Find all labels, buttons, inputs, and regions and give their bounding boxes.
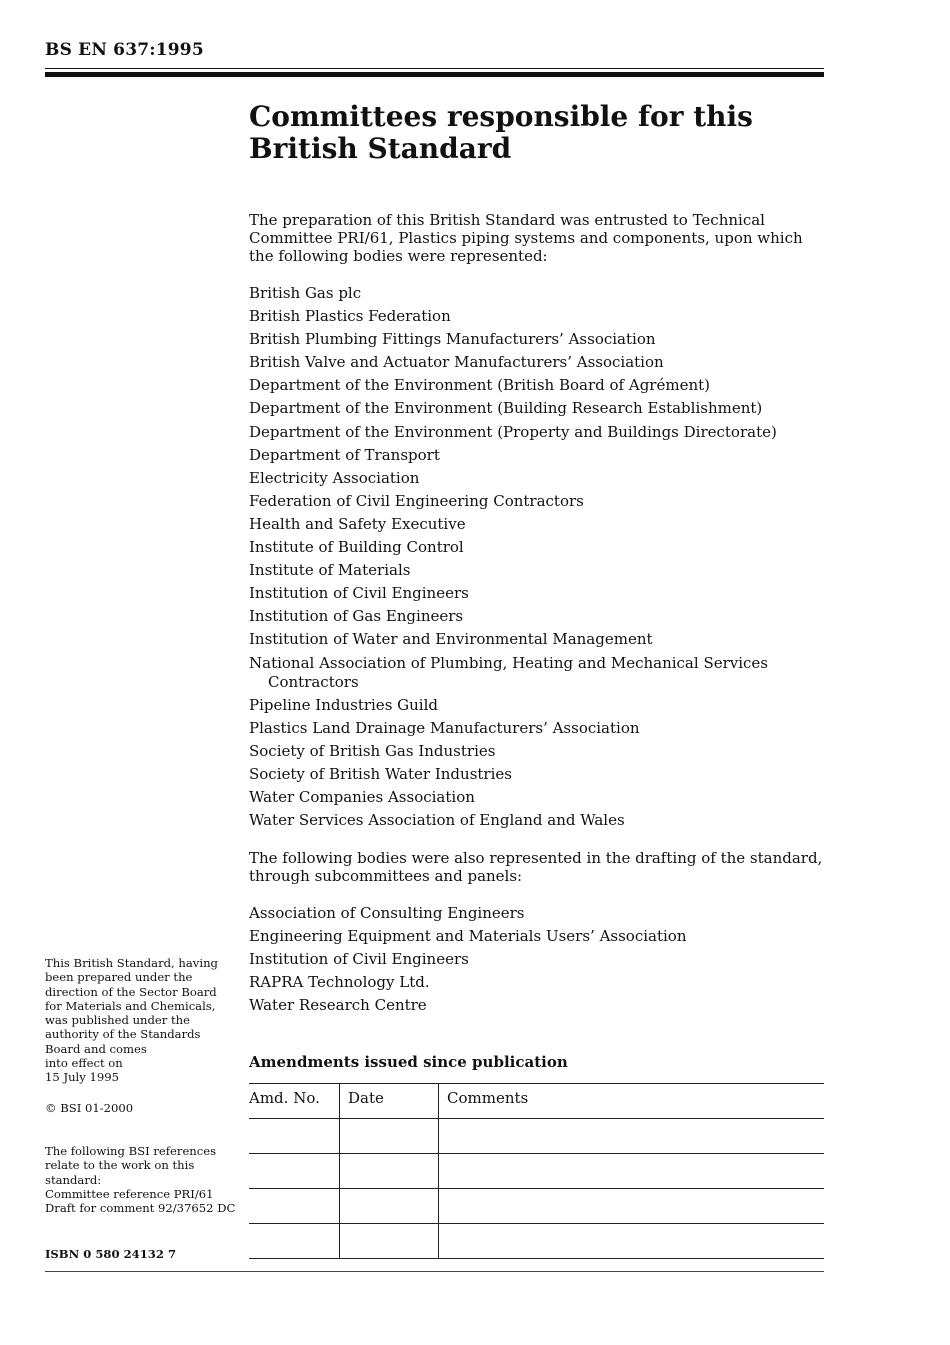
list-item: Water Research Centre xyxy=(249,996,427,1015)
column-header-comments: Comments xyxy=(439,1084,825,1119)
amendments-heading: Amendments issued since publication xyxy=(249,1053,568,1071)
list-item: RAPRA Technology Ltd. xyxy=(249,973,430,992)
list-item: Engineering Equipment and Materials Users’ Association xyxy=(249,927,687,946)
list-item: Department of the Environment (Building Research Establishment) xyxy=(249,399,763,418)
subcommittee-paragraph: The following bodies were also represented in the drafting of the standard, through subcommittees and panels: xyxy=(249,849,823,886)
list-item: Institution of Civil Engineers xyxy=(249,950,469,969)
reference-line: The following BSI references xyxy=(45,1144,217,1158)
main-content xyxy=(249,211,824,1035)
list-item: Pipeline Industries Guild xyxy=(249,695,438,714)
reference-line: relate to the work on this xyxy=(45,1158,195,1173)
header-rule-thin xyxy=(45,68,824,69)
table-row xyxy=(249,1189,824,1224)
page-title xyxy=(249,101,824,165)
table-cell xyxy=(249,1224,340,1259)
list-item: Association of Consulting Engineers xyxy=(249,904,525,923)
list-item: Department of Transport xyxy=(249,445,440,464)
note-line: direction of the Sector Board xyxy=(45,984,217,999)
table-header-row xyxy=(249,1084,824,1119)
list-item: Plastics Land Drainage Manufacturers’ Association xyxy=(249,718,640,737)
list-item: Society of British Gas Industries xyxy=(249,741,496,760)
list-item: British Plumbing Fittings Manufacturers’ Association xyxy=(249,330,656,349)
bsi-references xyxy=(45,1144,245,1215)
page-title-line-2: British Standard xyxy=(249,132,512,165)
note-line: been prepared under the xyxy=(45,970,193,985)
list-item: Electricity Association xyxy=(249,468,420,487)
header-rule-thick xyxy=(45,72,824,77)
copyright-notice: © BSI 01-2000 xyxy=(45,1101,134,1115)
table-cell xyxy=(340,1119,439,1154)
list-item: Society of British Water Industries xyxy=(249,764,512,783)
note-line: was published under the xyxy=(45,1013,191,1028)
note-line: This British Standard, having xyxy=(45,956,218,970)
table-cell xyxy=(439,1154,825,1189)
list-item: Institution of Water and Environmental Management xyxy=(249,630,653,649)
reference-line: standard: xyxy=(45,1172,102,1187)
table-cell xyxy=(439,1189,825,1224)
list-item: Department of the Environment (British Board of Agrément) xyxy=(249,376,710,395)
footer-rule xyxy=(45,1271,824,1272)
represented-bodies-list xyxy=(249,282,824,832)
column-header-date: Date xyxy=(340,1084,439,1119)
publication-note xyxy=(45,956,245,1085)
note-line: for Materials and Chemicals, xyxy=(45,998,216,1013)
note-line: into effect on xyxy=(45,1056,123,1071)
list-item: Water Services Association of England and Wales xyxy=(249,810,625,829)
note-line: 15 July 1995 xyxy=(45,1070,120,1085)
list-item: British Gas plc xyxy=(249,284,362,302)
list-item: Department of the Environment (Property and Buildings Directorate) xyxy=(249,422,777,441)
list-item: British Valve and Actuator Manufacturers’ Association xyxy=(249,353,664,372)
amendments-table xyxy=(249,1083,824,1259)
list-item: Institution of Gas Engineers xyxy=(249,607,464,626)
list-item: National Association of Plumbing, Heating and Mechanical Services Contractors xyxy=(249,653,769,691)
note-line: authority of the Standards xyxy=(45,1027,201,1042)
table-row xyxy=(249,1119,824,1154)
reference-line: Draft for comment 92/37652 DC xyxy=(45,1201,236,1216)
subcommittee-bodies-list xyxy=(249,902,824,1017)
note-line: Board and comes xyxy=(45,1041,147,1056)
list-item: Health and Safety Executive xyxy=(249,514,466,533)
reference-line: Committee reference PRI/61 xyxy=(45,1186,214,1201)
table-cell xyxy=(439,1224,825,1259)
page-title-line-1: Committees responsible for this xyxy=(249,100,753,133)
list-item: Institute of Building Control xyxy=(249,538,464,557)
table-cell xyxy=(340,1189,439,1224)
table-row xyxy=(249,1224,824,1259)
list-item: Federation of Civil Engineering Contractors xyxy=(249,491,584,510)
standard-number: BS EN 637:1995 xyxy=(45,40,204,60)
list-item: Water Companies Association xyxy=(249,787,475,806)
isbn: ISBN 0 580 24132 7 xyxy=(45,1247,177,1261)
table-cell xyxy=(249,1189,340,1224)
intro-paragraph: The preparation of this British Standard was entrusted to Technical Committee PRI/61, Plastics piping systems and components, upon which the following bodies were represented: xyxy=(249,211,803,265)
table-cell xyxy=(249,1119,340,1154)
list-item: British Plastics Federation xyxy=(249,307,451,326)
table-cell xyxy=(340,1224,439,1259)
table-cell xyxy=(439,1119,825,1154)
table-row xyxy=(249,1154,824,1189)
table-cell xyxy=(249,1154,340,1189)
list-item: Institute of Materials xyxy=(249,561,411,580)
table-cell xyxy=(340,1154,439,1189)
list-item: Institution of Civil Engineers xyxy=(249,584,469,603)
column-header-amd-no: Amd. No. xyxy=(249,1084,340,1119)
